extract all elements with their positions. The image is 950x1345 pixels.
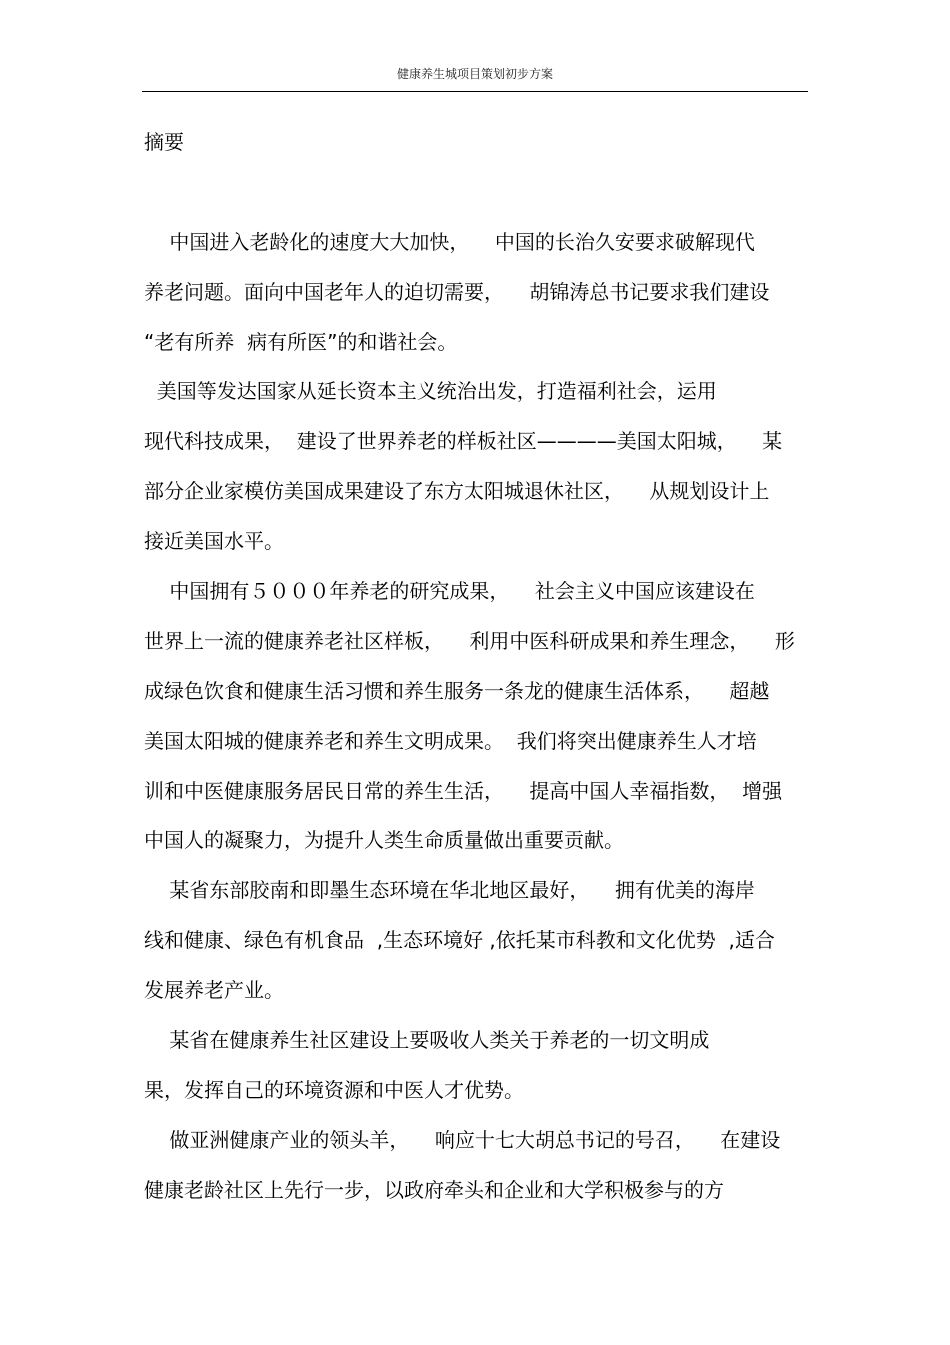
body-line: 成绿色饮食和健康生活习惯和养生服务一条龙的健康生活体系， 超越 [144,679,770,703]
body-line: 果，发挥自己的环境资源和中医人才优势。 [144,1078,524,1102]
running-header: 健康养生城项目策划初步方案 [396,67,553,81]
body-line: 美国太阳城的健康养老和养生文明成果。 我们将突出健康养生人才培 [144,729,757,753]
body-line: 中国人的凝聚力，为提升人类生命质量做出重要贡献。 [144,828,624,852]
section-heading: 摘要 [144,130,184,154]
body-line: 世界上一流的健康养老社区样板， 利用中医科研成果和养生理念， 形 [144,629,795,653]
body-line: 现代科技成果， 建设了世界养老的样板社区————美国太阳城， 某 [144,429,783,453]
body-line: 美国等发达国家从延长资本主义统治出发，打造福利社会，运用 [144,379,717,403]
body-line: 做亚洲健康产业的领头羊， 响应十七大胡总书记的号召， 在建设 [144,1128,781,1152]
body-line: 某省在健康养生社区建设上要吸收人类关于养老的一切文明成 [144,1028,710,1052]
header-rule [142,91,808,92]
body-line: 部分企业家模仿美国成果建设了东方太阳城退休社区， 从规划设计上 [144,479,770,503]
body-line: 训和中医健康服务居民日常的养生生活， 提高中国人幸福指数， 增强 [144,779,783,803]
body-line: 健康老龄社区上先行一步，以政府牵头和企业和大学积极参与的方 [144,1178,724,1202]
body-line: “老有所养 病有所医”的和谐社会。 [144,330,458,354]
body-line: 某省东部胶南和即墨生态环境在华北地区最好， 拥有优美的海岸 [144,878,755,902]
body-line: 中国进入老龄化的速度大大加快， 中国的长治久安要求破解现代 [144,230,755,254]
body-line: 养老问题。面向中国老年人的迫切需要， 胡锦涛总书记要求我们建设 [144,280,770,304]
body-line: 发展养老产业。 [144,978,284,1002]
body-line: 中国拥有５０００年养老的研究成果， 社会主义中国应该建设在 [144,579,755,603]
body-line: 接近美国水平。 [144,529,284,553]
body-line: 线和健康、绿色有机食品 ,生态环境好 ,依托某市科教和文化优势 ,适合 [144,928,775,952]
